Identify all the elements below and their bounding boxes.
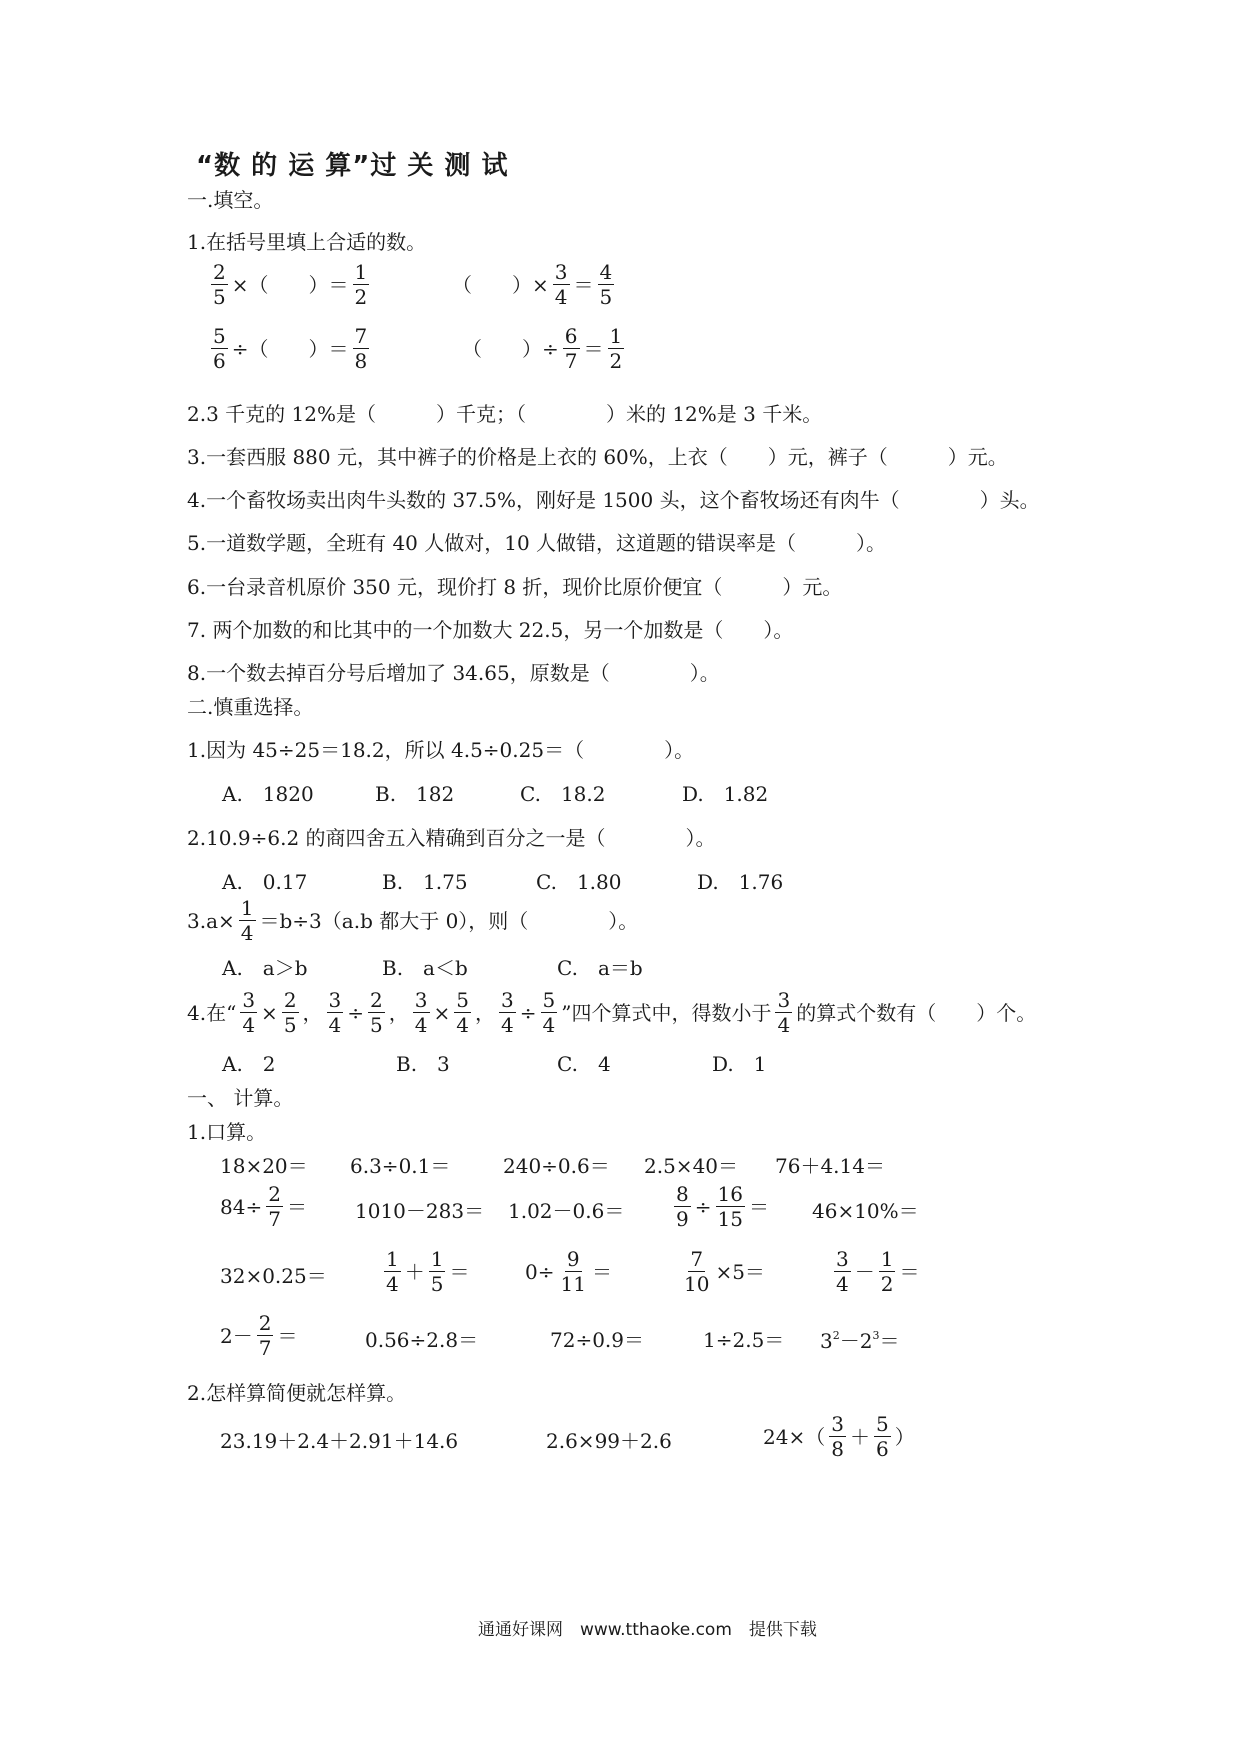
- option[interactable]: B. a＜b: [382, 956, 468, 980]
- fill-expression-1: [207, 262, 373, 307]
- fraction: $\frac{2}{5}$: [283, 988, 297, 1037]
- calc-item: 2.5×40＝: [644, 1154, 739, 1178]
- calc-item: 23.19＋2.4＋2.91＋14.6: [220, 1429, 459, 1453]
- operator: ＝: [328, 336, 349, 361]
- calc-item: 2.6×99＋2.6: [546, 1429, 672, 1453]
- answer-blank[interactable]: （ ）: [248, 336, 329, 361]
- fraction: $\frac{3}{8}$: [831, 1412, 844, 1461]
- section-3-heading: 一、 计算。: [187, 1086, 294, 1110]
- calc-item: 76＋4.14＝: [775, 1154, 885, 1178]
- answer-blank[interactable]: （ ）: [462, 336, 542, 361]
- section-1-heading: 一.填空。: [187, 188, 274, 212]
- fraction: $\frac{2}{5}$: [370, 988, 383, 1037]
- calc-item: 0÷ $\frac{9}{11}$ ＝: [525, 1247, 612, 1296]
- calc-item: 24×（ $\frac{3}{8}$ ＋ $\frac{5}{6}$ ）: [763, 1412, 915, 1461]
- fraction: $\frac{5}{6}$: [213, 324, 226, 373]
- calc-item: 240÷0.6＝: [503, 1154, 610, 1178]
- operator: ＝: [583, 336, 604, 361]
- question-1-7: 7. 两个加数的和比其中的一个加数大 22.5，另一个加数是（ ）。: [187, 618, 794, 642]
- calc-item: 72÷0.9＝: [550, 1328, 645, 1352]
- calc-item: 1÷2.5＝: [703, 1328, 785, 1352]
- option[interactable]: B. 3: [396, 1052, 450, 1076]
- fraction: $\frac{5}{6}$: [875, 1412, 889, 1461]
- fraction: $\frac{9}{11}$: [560, 1247, 586, 1296]
- question-2-1: 1.因为 45÷25＝18.2，所以 4.5÷0.25＝（ ）。: [187, 738, 695, 762]
- option[interactable]: B. 182: [375, 782, 455, 806]
- fraction: $\frac{3}{4}$: [777, 988, 791, 1037]
- option[interactable]: A. 0.17: [222, 870, 308, 894]
- fraction: $\frac{3}{4}$: [554, 260, 568, 309]
- question-1-5: 5.一道数学题，全班有 40 人做对，10 人做错，这道题的错误率是（ ）。: [187, 531, 887, 555]
- fraction: $\frac{5}{4}$: [542, 988, 556, 1037]
- option[interactable]: C. 18.2: [520, 782, 606, 806]
- fraction: $\frac{6}{7}$: [564, 324, 578, 373]
- question-1-4: 4.一个畜牧场卖出肉牛头数的 37.5%，刚好是 1500 头，这个畜牧场还有肉牛（ ）头。: [187, 488, 1040, 512]
- calc-item: $\frac{1}{4}$ ＋ $\frac{1}{5}$ ＝: [386, 1247, 470, 1296]
- question-2-4: 4.在“ $\frac{3}{4}$ × $\frac{2}{5}$ ， $\frac{3}{4}$ ÷ $\frac{2}{5}$ ， $\frac{3}{4}$ × $\frac{5}{4}$ ， $\frac{3}{4}$ ÷ $\frac{5}{4}$ ”四个算式中，得数小于 $\frac{3}{4}$ 的算式个数有（ ）个。: [187, 988, 1037, 1037]
- question-1-3: 3.一套西服 880 元，其中裤子的价格是上衣的 60%，上衣（ ）元，裤子（ ）元。: [187, 445, 1008, 469]
- option[interactable]: A. 1820: [222, 782, 314, 806]
- fill-expression-2: [452, 262, 618, 307]
- fraction: $\frac{5}{4}$: [456, 988, 470, 1037]
- option[interactable]: D. 1: [712, 1052, 767, 1076]
- fill-expression-3: [207, 326, 373, 371]
- fraction: $\frac{7}{8}$: [354, 324, 368, 373]
- operator: ＝: [328, 272, 349, 297]
- fraction: $\frac{2}{7}$: [258, 1311, 272, 1360]
- question-3-2: 2.怎样算简便就怎样算。: [187, 1381, 407, 1405]
- fraction: $\frac{1}{4}$: [240, 896, 254, 945]
- calc-item: 46×10%＝: [812, 1199, 919, 1223]
- option[interactable]: C. a＝b: [557, 956, 643, 980]
- calc-item: $\frac{3}{4}$ － $\frac{1}{2}$ ＝: [836, 1247, 920, 1296]
- footer-text: 通通好课网 www.tthaoke.com 提供下载: [478, 1620, 817, 1640]
- fraction: $\frac{7}{10}$: [684, 1247, 710, 1296]
- calc-item: 2－ $\frac{2}{7}$ ＝: [220, 1311, 298, 1360]
- calc-item: 84÷ $\frac{2}{7}$ ＝: [220, 1182, 307, 1231]
- calc-item: 0.56÷2.8＝: [365, 1328, 479, 1352]
- calc-item: $\frac{8}{9}$ ÷ $\frac{16}{15}$ ＝: [676, 1182, 769, 1231]
- calc-item: 32×0.25＝: [220, 1264, 327, 1288]
- fraction: $\frac{2}{5}$: [213, 260, 226, 309]
- section-2-heading: 二.慎重选择。: [187, 695, 314, 719]
- answer-blank[interactable]: （ ）: [452, 272, 532, 297]
- question-2-3: 3.a× $\frac{1}{4}$ ＝b÷3（a.b 都大于 0），则（ ）。: [187, 896, 639, 945]
- fraction: $\frac{3}{4}$: [328, 988, 342, 1037]
- fraction: $\frac{8}{9}$: [676, 1182, 689, 1231]
- question-1-1: 1.在括号里填上合适的数。: [187, 230, 427, 254]
- calc-item: $3^2-2^3=$: [820, 1329, 900, 1353]
- fraction: $\frac{3}{4}$: [836, 1247, 849, 1296]
- fraction: $\frac{4}{5}$: [599, 260, 613, 309]
- question-2-2: 2.10.9÷6.2 的商四舍五入精确到百分之一是（ ）。: [187, 826, 716, 850]
- question-1-8: 8.一个数去掉百分号后增加了 34.65，原数是（ ）。: [187, 661, 720, 685]
- operator: ÷: [231, 336, 249, 361]
- fraction: $\frac{1}{2}$: [609, 324, 623, 373]
- answer-blank[interactable]: （ ）: [248, 272, 329, 297]
- option[interactable]: A. 2: [222, 1052, 276, 1076]
- calc-item: 1.02－0.6＝: [508, 1199, 625, 1223]
- fraction: $\frac{1}{5}$: [430, 1247, 444, 1296]
- question-1-6: 6.一台录音机原价 350 元，现价打 8 折，现价比原价便宜（ ）元。: [187, 575, 843, 599]
- fraction: $\frac{16}{15}$: [717, 1182, 743, 1231]
- fraction: $\frac{3}{4}$: [414, 988, 428, 1037]
- fraction: $\frac{2}{7}$: [268, 1182, 281, 1231]
- fraction: $\frac{3}{4}$: [242, 988, 256, 1037]
- option[interactable]: D. 1.76: [697, 870, 784, 894]
- operator: ＝: [573, 272, 594, 297]
- fraction: $\frac{1}{2}$: [354, 260, 368, 309]
- operator: ×: [532, 272, 549, 297]
- operator: ×: [231, 272, 249, 297]
- calc-item: 18×20＝: [220, 1154, 308, 1178]
- fill-expression-4: [462, 326, 628, 371]
- option[interactable]: D. 1.82: [682, 782, 769, 806]
- fraction: $\frac{1}{4}$: [386, 1247, 399, 1296]
- calc-item: $\frac{7}{10}$ ×5＝: [684, 1247, 765, 1296]
- calc-item: 1010－283＝: [355, 1199, 485, 1223]
- option[interactable]: C. 1.80: [536, 870, 622, 894]
- fraction: $\frac{3}{4}$: [501, 988, 514, 1037]
- page-title: “数 的 运 算”过 关 测 试: [196, 151, 509, 181]
- fraction: $\frac{1}{2}$: [880, 1247, 894, 1296]
- calc-item: 6.3÷0.1＝: [350, 1154, 451, 1178]
- question-3-1: 1.口算。: [187, 1120, 267, 1144]
- option[interactable]: C. 4: [557, 1052, 611, 1076]
- option[interactable]: A. a＞b: [222, 956, 308, 980]
- question-1-2: 2.3 千克的 12%是（ ）千克；（ ）米的 12%是 3 千米。: [187, 402, 823, 426]
- option[interactable]: B. 1.75: [382, 870, 468, 894]
- operator: ÷: [542, 336, 559, 361]
